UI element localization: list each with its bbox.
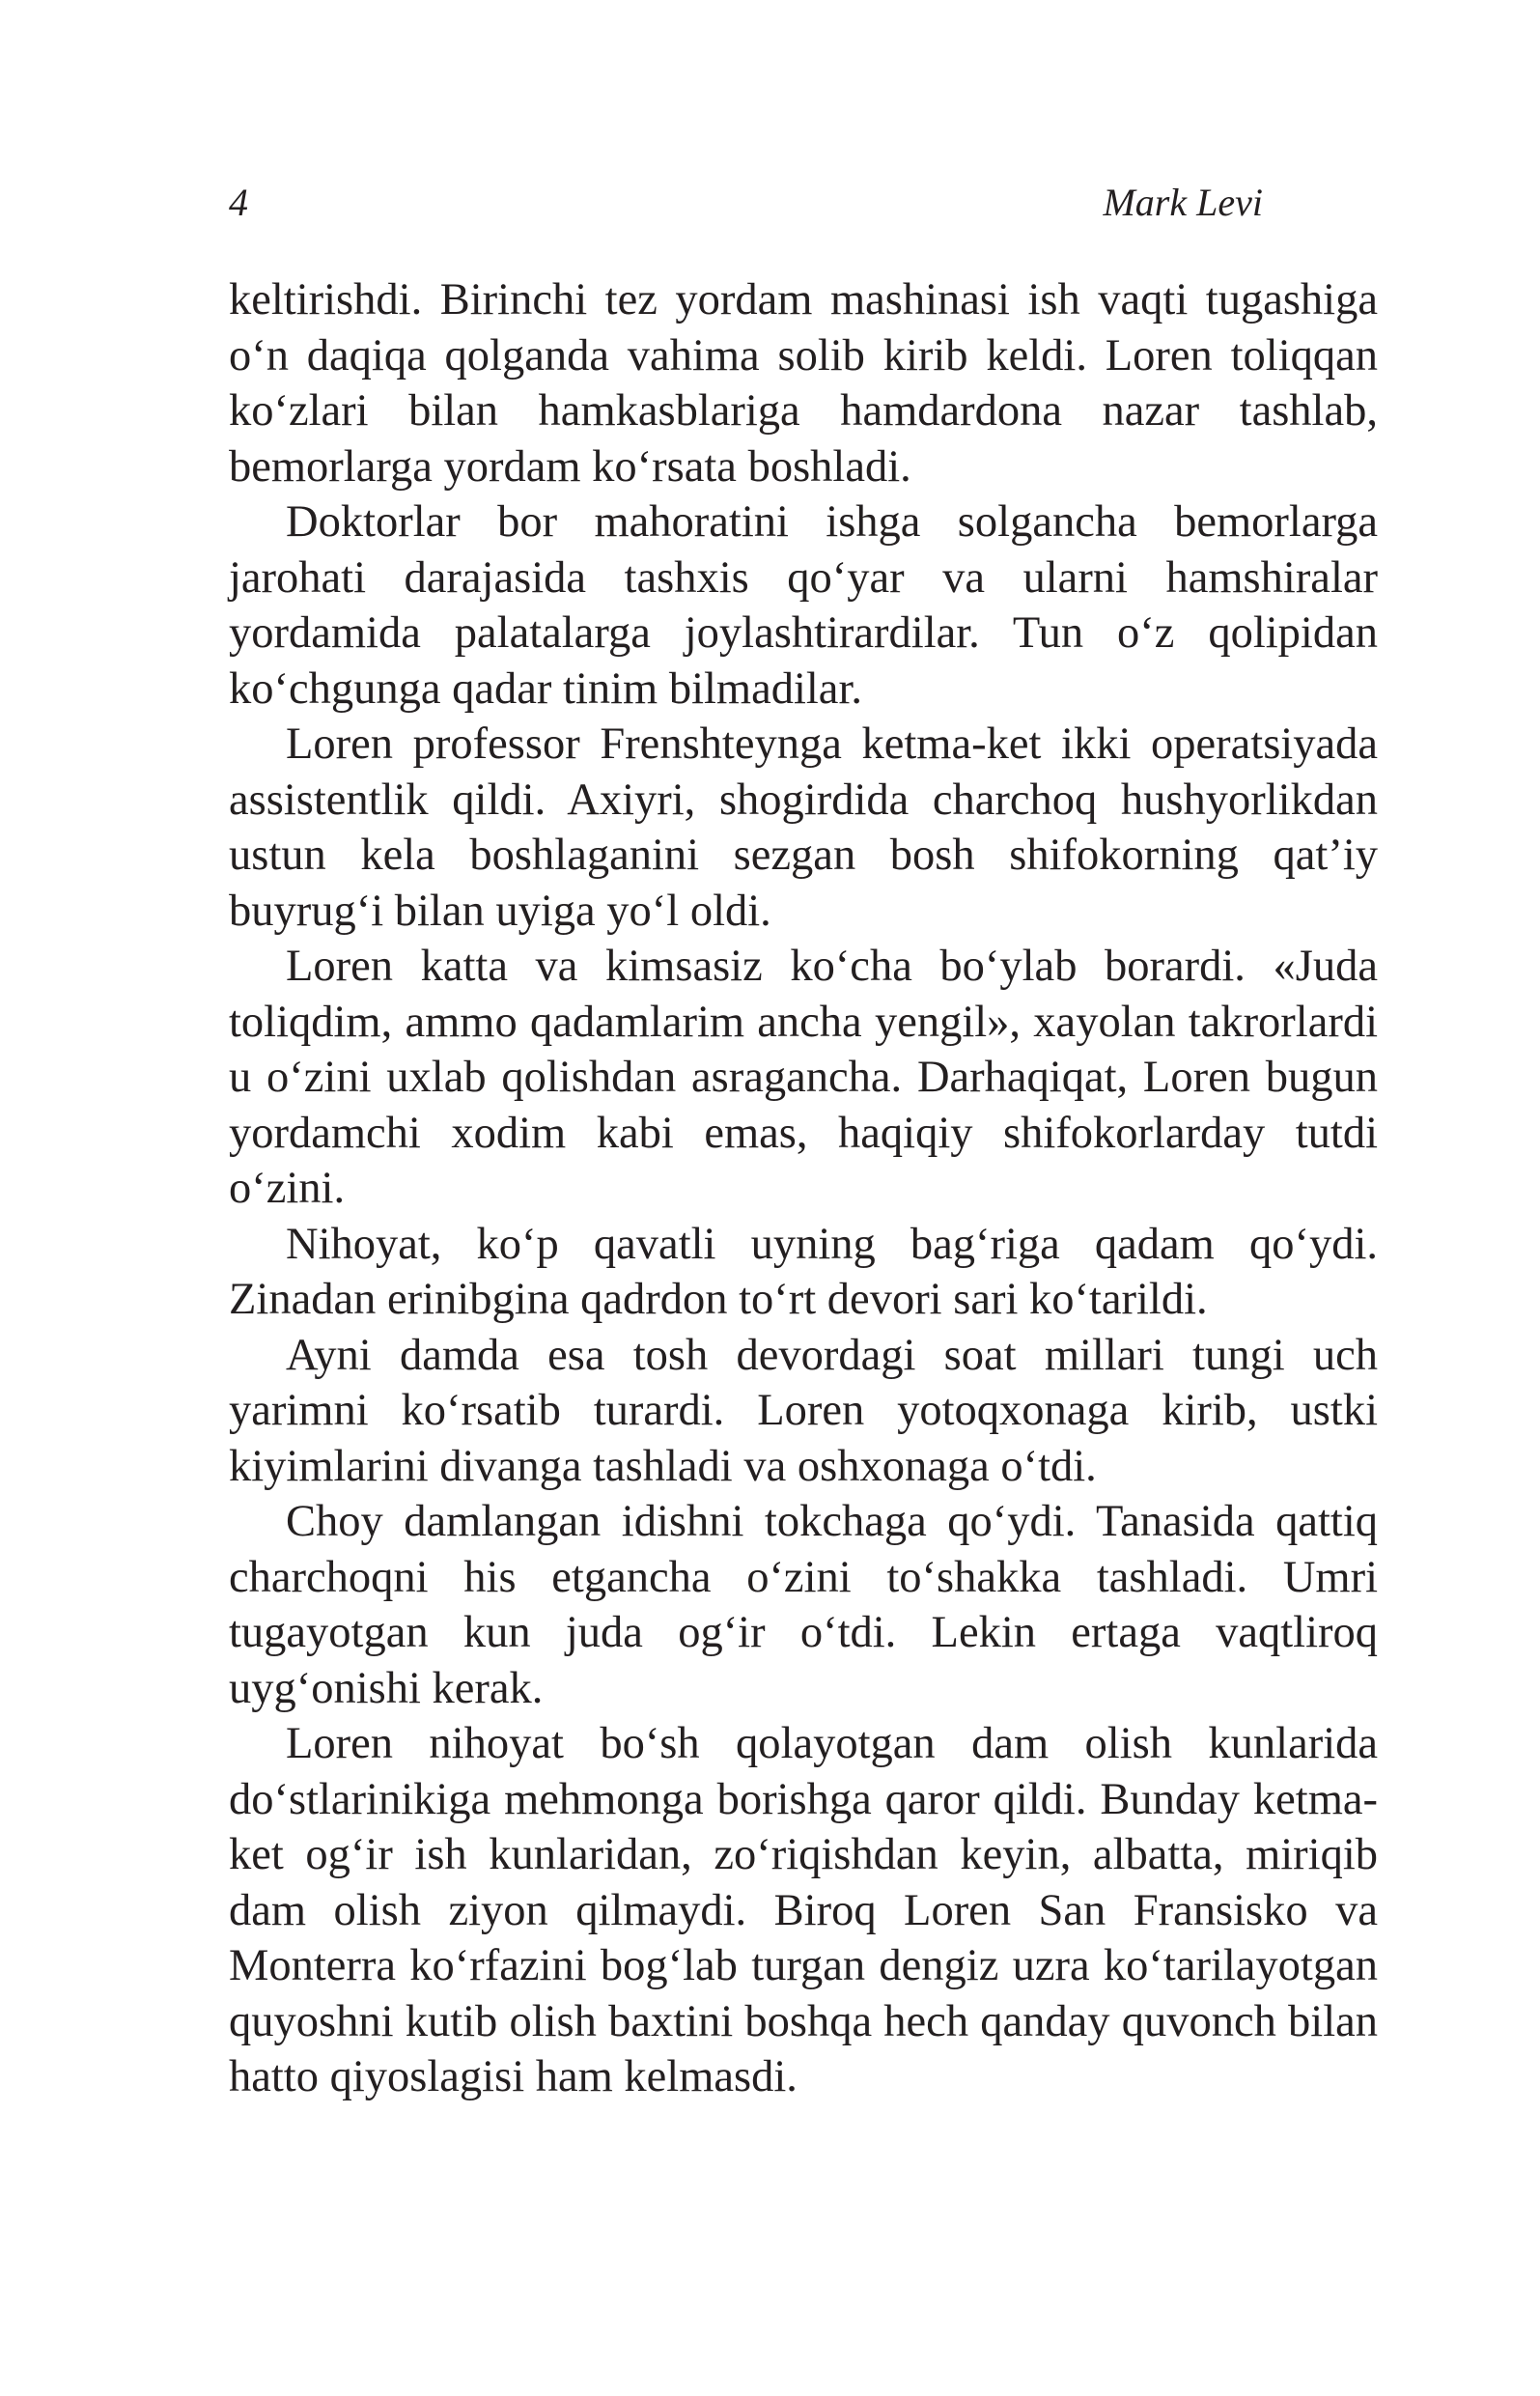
paragraph: Loren katta va kimsasiz ko‘cha bo‘ylab borardi. «Juda toliqdim, ammo qadamlarim ancha yengil», xayolan takrorlardi u o‘zini uxlab qolishdan asragancha. Darhaqiqat, Loren bugun yordamchi xodim kabi emas, haqiqiy shifokorlarday tutdi o‘zini.: [229, 942, 1378, 1213]
running-head-author: Mark Levi: [1103, 181, 1263, 224]
paragraph: Loren nihoyat bo‘sh qolayotgan dam olish kunlarida do‘stlarinikiga mehmonga borishga qaror qildi. Bunday ketma-ket og‘ir ish kunlaridan, zo‘riqishdan keyin, albatta, miriqib dam olish ziyon qilmaydi. Biroq Loren San Fransisko va Monterra ko‘rfazini bog‘lab turgan dengiz uzra ko‘tarilayotgan quyoshni kutib olish baxtini boshqa hech qanday quvonch bilan hatto qiyoslagisi ham kelmasdi.: [229, 1719, 1378, 2101]
paragraph: keltirishdi. Birinchi tez yordam mashinasi ish vaqti tugashiga o‘n daqiqa qolganda vahima solib kirib keldi. Loren toliqqan ko‘zlari bilan hamkasblariga hamdardona nazar tashlab, bemorlarga yordam ko‘rsata boshladi.: [229, 275, 1378, 492]
paragraph: Nihoyat, ko‘p qavatli uyning bag‘riga qadam qo‘ydi. Zinadan erinibgina qadrdon to‘rt devori sari ko‘tarildi.: [229, 1219, 1378, 1324]
paragraph: Choy damlangan idishni tokchaga qo‘ydi. Tanasida qattiq charchoqni his etgancha o‘zini to‘shakka tashladi. Umri tugayotgan kun juda og‘ir o‘tdi. Lekin ertaga vaqtliroq uyg‘onishi kerak.: [229, 1497, 1378, 1713]
paragraph: Loren professor Frenshteynga ketma-ket ikki operatsiyada assistentlik qildi. Axiyri, shogirdida charchoq hushyorlikdan ustun kela boshlaganini sezgan bosh shifokorning qat’iy buyrug‘i bilan uyiga yo‘l oldi.: [229, 719, 1378, 936]
text-body: [229, 272, 1378, 2105]
paragraph: Doktorlar bor mahoratini ishga solgancha bemorlarga jarohati darajasida tashxis qo‘yar va ularni hamshiralar yordamida palatalarga joylashtirardilar. Tun o‘z qolipidan ko‘chgunga qadar tinim bilmadilar.: [229, 497, 1378, 714]
page-number: 4: [229, 181, 248, 224]
paragraph: Ayni damda esa tosh devordagi soat millari tungi uch yarimni ko‘rsatib turardi. Loren yotoqxonaga kirib, ustki kiyimlarini divanga tashladi va oshxonaga o‘tdi.: [229, 1330, 1378, 1491]
